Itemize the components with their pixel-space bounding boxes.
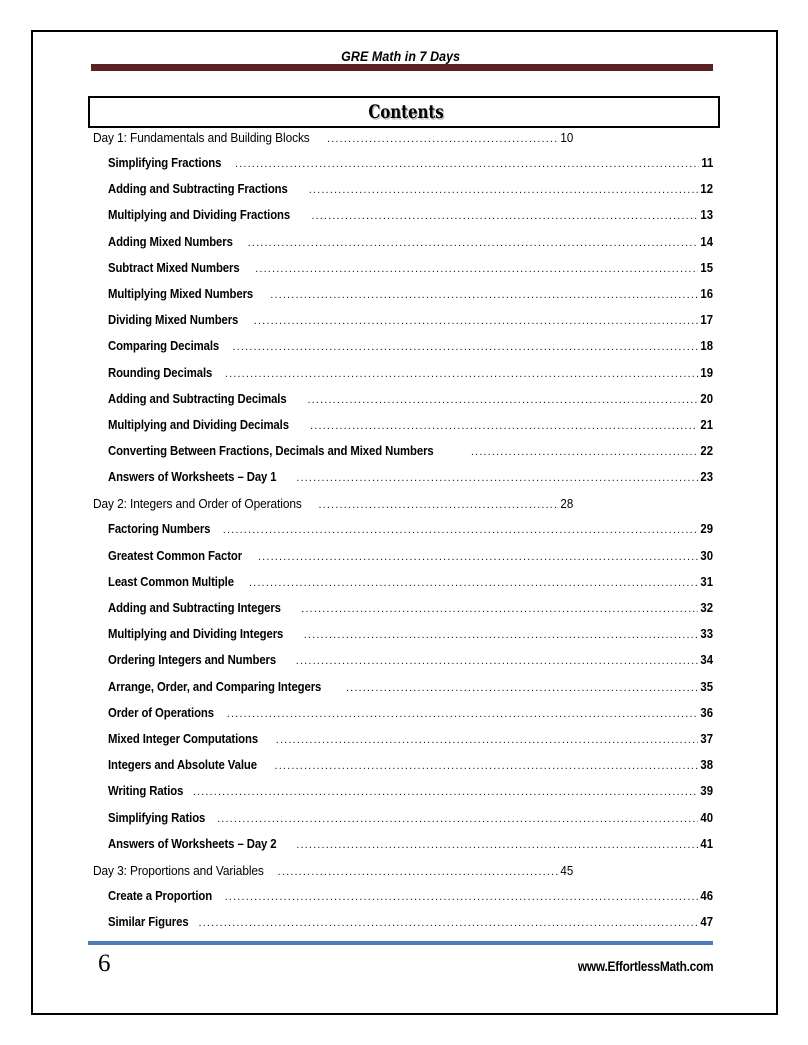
toc-dot-leader xyxy=(227,709,698,720)
toc-entry-label: Converting Between Fractions, Decimals and Mixed Numbers xyxy=(108,444,434,459)
toc-entry-topic[interactable] xyxy=(93,889,713,915)
toc-entry-topic[interactable] xyxy=(93,601,713,627)
toc-entry-page-number: 20 xyxy=(700,391,713,406)
toc-entry-page-number: 34 xyxy=(700,653,713,668)
toc-entry-label: Mixed Integer Computations xyxy=(108,731,259,746)
toc-entry-day[interactable] xyxy=(93,863,573,889)
toc-entry-label: Simplifying Fractions xyxy=(108,156,222,170)
toc-entry-label: Day 2: Integers and Order of Operations xyxy=(93,496,302,512)
toc-entry-topic[interactable] xyxy=(93,418,713,444)
toc-dot-leader xyxy=(232,342,698,353)
toc-entry-topic[interactable] xyxy=(93,680,713,706)
toc-entry-label: Writing Ratios xyxy=(108,784,184,799)
toc-dot-leader xyxy=(471,447,698,458)
toc-dot-leader xyxy=(296,656,698,667)
toc-entry-page-number: 45 xyxy=(560,862,573,878)
toc-entry-page-number: 39 xyxy=(700,784,713,799)
toc-dot-leader xyxy=(296,473,698,484)
toc-entry-label: Greatest Common Factor xyxy=(108,548,243,563)
toc-dot-leader xyxy=(258,552,698,563)
toc-entry-topic[interactable] xyxy=(93,549,713,575)
toc-entry-topic[interactable] xyxy=(93,313,713,339)
toc-entry-page-number: 35 xyxy=(700,679,713,694)
toc-entry-day[interactable] xyxy=(93,130,573,156)
toc-entry-page-number: 31 xyxy=(700,574,713,589)
toc-entry-page-number: 22 xyxy=(700,444,713,459)
toc-entry-topic[interactable] xyxy=(93,627,713,653)
toc-entry-page-number: 17 xyxy=(700,313,713,328)
toc-entry-label: Day 1: Fundamentals and Building Blocks xyxy=(93,130,310,145)
toc-entry-topic[interactable] xyxy=(93,758,713,784)
toc-entry-page-number: 11 xyxy=(701,156,713,170)
toc-entry-label: Multiplying Mixed Numbers xyxy=(108,286,254,301)
toc-entry-page-number: 18 xyxy=(700,339,713,354)
toc-entry-page-number: 21 xyxy=(700,417,713,432)
toc-entry-label: Least Common Multiple xyxy=(108,574,234,589)
table-of-contents xyxy=(93,130,713,941)
toc-dot-leader xyxy=(254,316,698,327)
toc-entry-page-number: 14 xyxy=(700,234,713,249)
toc-dot-leader xyxy=(309,185,698,196)
toc-entry-page-number: 46 xyxy=(700,888,713,903)
toc-dot-leader xyxy=(275,761,698,772)
toc-entry-topic[interactable] xyxy=(93,653,713,679)
toc-entry-label: Multiplying and Dividing Integers xyxy=(108,627,284,642)
toc-dot-leader xyxy=(199,918,698,929)
toc-entry-page-number: 15 xyxy=(700,260,713,275)
toc-dot-leader xyxy=(270,290,698,301)
website-url: www.EffortlessMath.com xyxy=(577,958,713,974)
footer-divider-rule xyxy=(88,941,713,945)
toc-entry-topic[interactable] xyxy=(93,522,713,548)
toc-entry-topic[interactable] xyxy=(93,156,713,182)
toc-entry-topic[interactable] xyxy=(93,235,713,261)
contents-heading-box xyxy=(88,96,720,128)
toc-entry-label: Rounding Decimals xyxy=(108,365,213,380)
header-divider-rule xyxy=(91,64,713,71)
toc-dot-leader xyxy=(276,735,698,746)
toc-entry-page-number: 23 xyxy=(700,470,713,485)
toc-entry-topic[interactable] xyxy=(93,784,713,810)
toc-entry-page-number: 40 xyxy=(700,810,713,825)
toc-dot-leader xyxy=(296,840,698,851)
toc-entry-topic[interactable] xyxy=(93,444,713,470)
toc-entry-label: Create a Proportion xyxy=(108,888,213,903)
toc-dot-leader xyxy=(193,787,698,798)
toc-entry-page-number: 19 xyxy=(700,365,713,380)
toc-entry-label: Day 3: Proportions and Variables xyxy=(93,862,264,878)
toc-entry-label: Comparing Decimals xyxy=(108,339,220,354)
toc-entry-label: Adding and Subtracting Fractions xyxy=(108,182,288,197)
toc-entry-label: Factoring Numbers xyxy=(108,522,211,537)
toc-dot-leader xyxy=(327,134,558,145)
toc-dot-leader xyxy=(248,238,698,249)
toc-entry-label: Subtract Mixed Numbers xyxy=(108,260,240,275)
toc-dot-leader xyxy=(318,500,557,511)
toc-entry-label: Similar Figures xyxy=(108,915,189,930)
toc-entry-label: Arrange, Order, and Comparing Integers xyxy=(108,679,322,694)
toc-entry-topic[interactable] xyxy=(93,575,713,601)
toc-entry-page-number: 30 xyxy=(700,548,713,563)
toc-entry-label: Multiplying and Dividing Fractions xyxy=(108,208,291,223)
toc-entry-topic[interactable] xyxy=(93,182,713,208)
toc-entry-label: Ordering Integers and Numbers xyxy=(108,653,277,668)
toc-dot-leader xyxy=(301,604,698,615)
toc-entry-label: Answers of Worksheets – Day 2 xyxy=(108,836,277,851)
toc-entry-page-number: 36 xyxy=(700,705,713,720)
toc-entry-label: Adding Mixed Numbers xyxy=(108,234,233,249)
toc-entry-page-number: 29 xyxy=(700,522,713,537)
toc-entry-topic[interactable] xyxy=(93,706,713,732)
toc-entry-topic[interactable] xyxy=(93,915,713,941)
toc-entry-topic[interactable] xyxy=(93,837,713,863)
toc-dot-leader xyxy=(249,578,698,589)
toc-entry-topic[interactable] xyxy=(93,366,713,392)
toc-entry-label: Dividing Mixed Numbers xyxy=(108,313,239,328)
toc-dot-leader xyxy=(217,814,698,825)
toc-entry-label: Adding and Subtracting Decimals xyxy=(108,391,287,406)
toc-entry-label: Integers and Absolute Value xyxy=(108,758,257,773)
toc-dot-leader xyxy=(310,421,698,432)
toc-entry-label: Order of Operations xyxy=(108,705,214,720)
toc-entry-page-number: 12 xyxy=(700,182,713,197)
toc-dot-leader xyxy=(307,395,698,406)
toc-dot-leader xyxy=(255,264,698,275)
toc-entry-page-number: 28 xyxy=(560,496,573,512)
toc-dot-leader xyxy=(225,892,698,903)
toc-entry-page-number: 16 xyxy=(700,286,713,301)
toc-entry-label: Multiplying and Dividing Decimals xyxy=(108,417,289,432)
toc-dot-leader xyxy=(223,525,698,536)
book-title: GRE Math in 7 Days xyxy=(341,49,460,64)
toc-entry-label: Answers of Worksheets – Day 1 xyxy=(108,470,277,485)
toc-entry-label: Simplifying Ratios xyxy=(108,810,206,825)
toc-entry-topic[interactable] xyxy=(93,811,713,837)
toc-entry-page-number: 37 xyxy=(700,731,713,746)
toc-dot-leader xyxy=(278,867,558,878)
toc-entry-page-number: 32 xyxy=(700,601,713,615)
toc-entry-topic[interactable] xyxy=(93,287,713,313)
toc-entry-topic[interactable] xyxy=(93,732,713,758)
toc-entry-topic[interactable] xyxy=(93,339,713,365)
contents-heading: Contents xyxy=(368,101,444,123)
toc-entry-page-number: 10 xyxy=(560,130,573,145)
toc-entry-page-number: 47 xyxy=(700,915,713,930)
toc-entry-day[interactable] xyxy=(93,496,573,522)
toc-entry-topic[interactable] xyxy=(93,208,713,234)
toc-dot-leader xyxy=(304,630,698,641)
toc-dot-leader xyxy=(235,159,699,170)
toc-entry-topic[interactable] xyxy=(93,392,713,418)
toc-entry-topic[interactable] xyxy=(93,470,713,496)
toc-entry-topic[interactable] xyxy=(93,261,713,287)
toc-dot-leader xyxy=(311,211,698,222)
toc-entry-page-number: 41 xyxy=(700,836,713,851)
toc-entry-page-number: 38 xyxy=(700,758,713,773)
toc-dot-leader xyxy=(225,369,698,380)
page-number: 6 xyxy=(98,950,111,977)
toc-entry-page-number: 13 xyxy=(700,208,713,223)
toc-dot-leader xyxy=(346,683,698,694)
toc-entry-label: Adding and Subtracting Integers xyxy=(108,601,281,615)
toc-entry-page-number: 33 xyxy=(700,627,713,642)
